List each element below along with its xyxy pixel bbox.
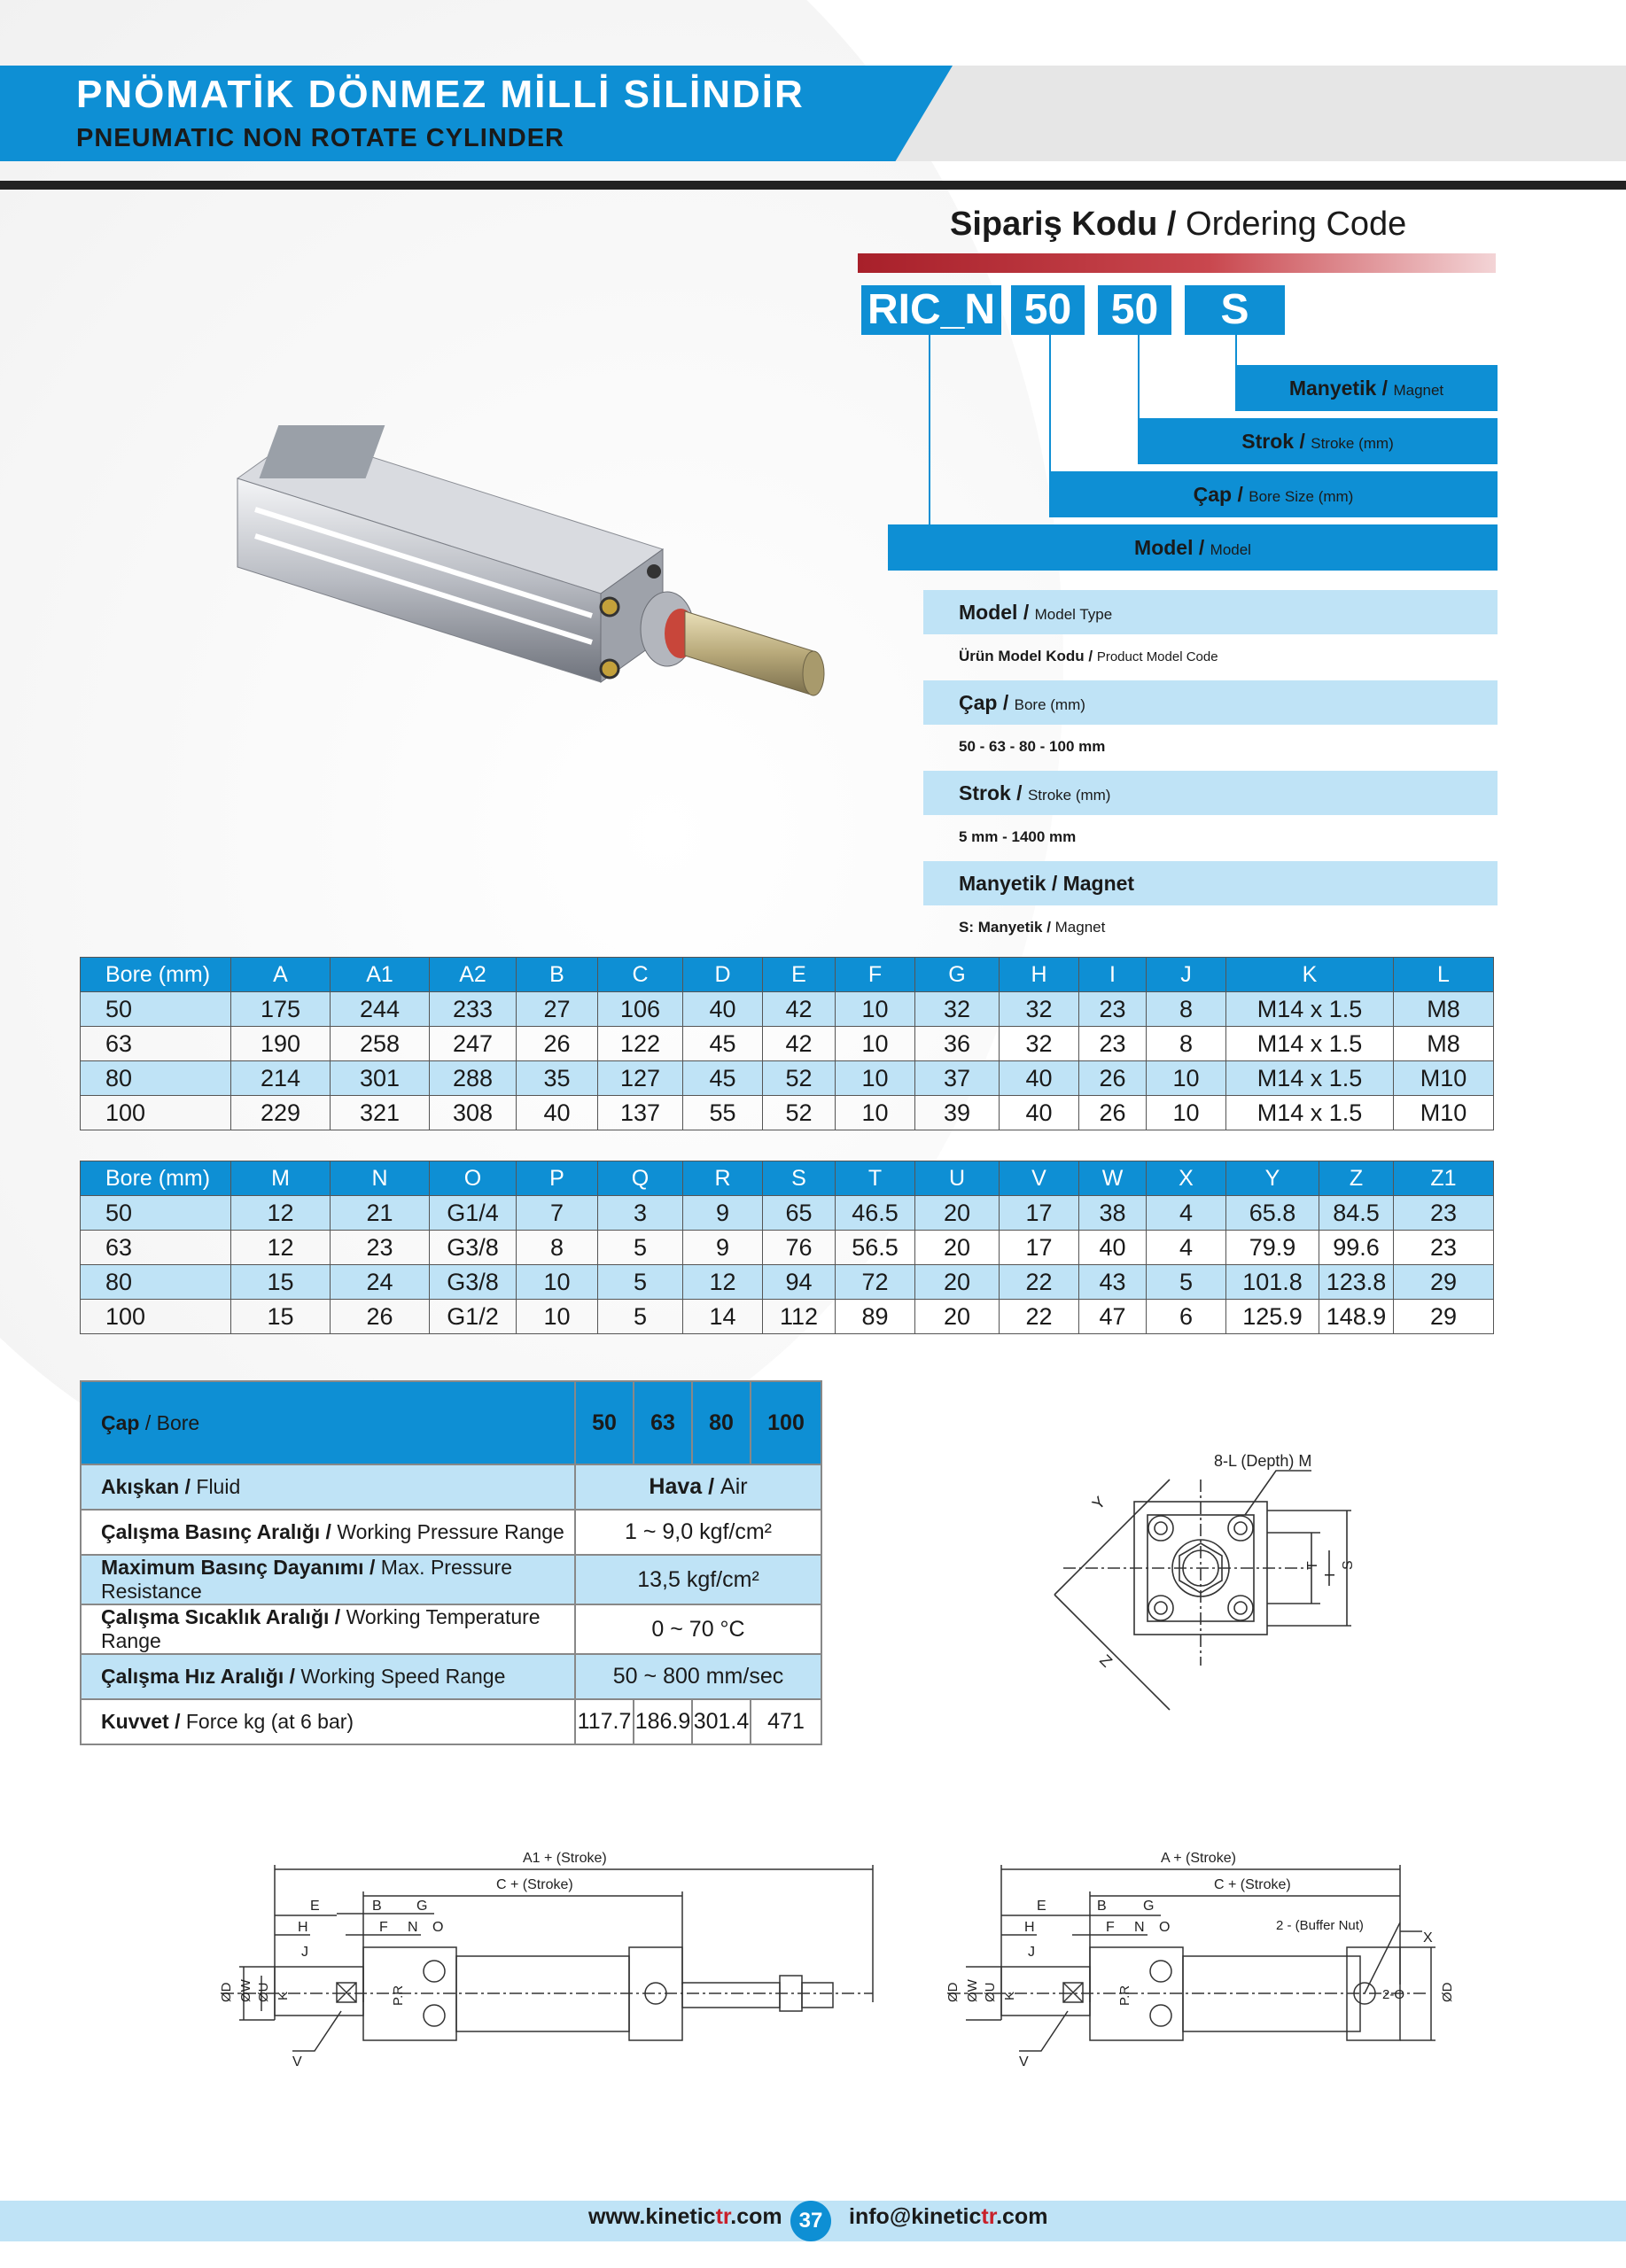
table-cell: 23 (1079, 992, 1147, 1027)
table-row (81, 1231, 1494, 1265)
table-cell: 56.5 (836, 1231, 915, 1265)
table-cell: 36 (915, 1027, 1000, 1061)
table-cell: M14 x 1.5 (1226, 1061, 1394, 1096)
table-cell: 26 (517, 1027, 598, 1061)
front-label-s: S (1341, 1560, 1356, 1570)
table-cell: 42 (763, 1027, 836, 1061)
level-magnet: Manyetik / Magnet (1235, 365, 1498, 411)
table-cell: M10 (1394, 1096, 1494, 1130)
table-header-cell: B (517, 958, 598, 992)
side1-label-g: G (416, 1899, 428, 1914)
table-cell: 45 (683, 1027, 763, 1061)
table-cell: 21 (331, 1196, 430, 1231)
side2-label-od: ØD (945, 1982, 961, 2002)
spec-stroke: Strok / Stroke (mm) 5 mm - 1400 mm (923, 771, 1498, 859)
side-view-drawing-1 (204, 1843, 886, 2091)
table-cell: 229 (231, 1096, 331, 1130)
table-cell: M14 x 1.5 (1226, 992, 1394, 1027)
table-cell: 32 (1000, 1027, 1079, 1061)
table-cell: 5 (1147, 1265, 1226, 1300)
table-cell: 247 (430, 1027, 517, 1061)
table-cell: 29 (1394, 1265, 1494, 1300)
side1-label-ow: ØW (238, 1979, 253, 2002)
table-cell: 14 (683, 1300, 763, 1334)
table-header-cell: T (836, 1161, 915, 1196)
table-cell: M14 x 1.5 (1226, 1096, 1394, 1130)
side2-label-f: F (1106, 1920, 1115, 1935)
side2-label-g: G (1143, 1899, 1155, 1914)
table-cell: 52 (763, 1096, 836, 1130)
side2-label-c: C + (Stroke) (1214, 1877, 1291, 1892)
table-cell: 10 (836, 1061, 915, 1096)
table-cell: 22 (1000, 1265, 1079, 1300)
table-cell: 12 (231, 1196, 331, 1231)
table-cell: 80 (81, 1265, 231, 1300)
table-cell: 17 (1000, 1196, 1079, 1231)
table-cell: 40 (1000, 1096, 1079, 1130)
table-cell: 20 (915, 1231, 1000, 1265)
spec-row-temperature: Çalışma Sıcaklık Aralığı / Working Temperature Range 0 ~ 70 °C (81, 1604, 821, 1654)
table-cell: 43 (1079, 1265, 1147, 1300)
side2-label-x: X (1423, 1930, 1433, 1946)
table-cell: 5 (598, 1300, 683, 1334)
side1-label-h: H (298, 1920, 308, 1935)
table-cell: 65 (763, 1196, 836, 1231)
table-cell: 5 (598, 1265, 683, 1300)
spec-row-pressure: Çalışma Basınç Aralığı / Working Pressure Range 1 ~ 9,0 kgf/cm² (81, 1510, 821, 1555)
table-cell: 8 (517, 1231, 598, 1265)
table-cell: 9 (683, 1231, 763, 1265)
table-cell: 79.9 (1226, 1231, 1319, 1265)
table-cell: 9 (683, 1196, 763, 1231)
table-cell: 23 (1394, 1231, 1494, 1265)
footer-email[interactable]: info@kinetictr.com (849, 2204, 1048, 2229)
table-cell: 20 (915, 1300, 1000, 1334)
level-bore: Çap / Bore Size (mm) (1049, 471, 1498, 517)
table-cell: 10 (836, 1027, 915, 1061)
table-cell: 52 (763, 1061, 836, 1096)
table-header-cell: Z (1319, 1161, 1394, 1196)
code-model: RIC_N (861, 285, 1001, 335)
table-row (81, 1196, 1494, 1231)
cylinder-product-image (202, 416, 840, 753)
table-cell: M10 (1394, 1061, 1494, 1096)
table-cell: 46.5 (836, 1196, 915, 1231)
front-label-t: T (1305, 1561, 1320, 1570)
table-cell: 99.6 (1319, 1231, 1394, 1265)
side1-label-n: N (408, 1920, 418, 1935)
table-cell: M8 (1394, 1027, 1494, 1061)
table-cell: 175 (231, 992, 331, 1027)
table-row (81, 1265, 1494, 1300)
table-header-cell: F (836, 958, 915, 992)
side2-label-buffer-nut: 2 - (Buffer Nut) (1276, 1918, 1364, 1933)
front-label-z: Z (1096, 1651, 1116, 1671)
table-cell: 148.9 (1319, 1300, 1394, 1334)
front-label-y: Y (1088, 1493, 1109, 1513)
side1-label-j: J (301, 1945, 308, 1960)
table-cell: 288 (430, 1061, 517, 1096)
side2-label-h: H (1024, 1920, 1035, 1935)
table-cell: 29 (1394, 1300, 1494, 1334)
table-row (81, 1300, 1494, 1334)
table-cell: G3/8 (430, 1231, 517, 1265)
table-header-cell: K (1226, 958, 1394, 992)
table-cell: 100 (81, 1096, 231, 1130)
connector-model (929, 335, 930, 551)
table-cell: 23 (331, 1231, 430, 1265)
table-cell: 12 (231, 1231, 331, 1265)
side1-label-e: E (310, 1899, 320, 1914)
table-header-cell: Z1 (1394, 1161, 1494, 1196)
table-row (81, 1027, 1494, 1061)
table-cell: 106 (598, 992, 683, 1027)
table-cell: 125.9 (1226, 1300, 1319, 1334)
table-cell: 17 (1000, 1231, 1079, 1265)
table-cell: 321 (331, 1096, 430, 1130)
table-cell: 301 (331, 1061, 430, 1096)
table-cell: 10 (836, 1096, 915, 1130)
table-cell: 6 (1147, 1300, 1226, 1334)
spec-row-max-pressure: Maximum Basınç Dayanımı / Max. Pressure Resistance 13,5 kgf/cm² (81, 1555, 821, 1604)
footer-website[interactable]: www.kinetictr.com (588, 2204, 782, 2229)
table-cell: 40 (683, 992, 763, 1027)
table-cell: 38 (1079, 1196, 1147, 1231)
table-cell: 112 (763, 1300, 836, 1334)
table-cell: 47 (1079, 1300, 1147, 1334)
table-cell: 233 (430, 992, 517, 1027)
code-bore: 50 (1011, 285, 1085, 335)
spec-magnet: Manyetik / Magnet S: Manyetik / Magnet (923, 861, 1498, 950)
dimension-table-2 (80, 1161, 1494, 1334)
table-cell: 72 (836, 1265, 915, 1300)
page-title: PNÖMATİK DÖNMEZ MİLLİ SİLİNDİR (76, 73, 805, 116)
side2-label-b: B (1097, 1899, 1107, 1914)
table-cell: 37 (915, 1061, 1000, 1096)
table-header-cell: Bore (mm) (81, 958, 231, 992)
table-cell: G1/2 (430, 1300, 517, 1334)
table-row (81, 1096, 1494, 1130)
table-header-cell: D (683, 958, 763, 992)
table-cell: 94 (763, 1265, 836, 1300)
table-cell: 4 (1147, 1231, 1226, 1265)
table-cell: 3 (598, 1196, 683, 1231)
side1-label-f: F (379, 1920, 388, 1935)
table-cell: 7 (517, 1196, 598, 1231)
table-cell: G1/4 (430, 1196, 517, 1231)
table-cell: M8 (1394, 992, 1494, 1027)
table-cell: 10 (517, 1265, 598, 1300)
table-header-cell: M (231, 1161, 331, 1196)
table-cell: 4 (1147, 1196, 1226, 1231)
table-cell: 23 (1079, 1027, 1147, 1061)
performance-spec-table (80, 1380, 822, 1745)
table-row (81, 992, 1494, 1027)
table-cell: 12 (683, 1265, 763, 1300)
side1-label-v: V (292, 2054, 302, 2070)
side1-label-a1: A1 + (Stroke) (523, 1851, 607, 1866)
side1-label-o: O (432, 1920, 444, 1935)
side2-label-e: E (1037, 1899, 1046, 1914)
spec-head-bore: 80 (692, 1381, 751, 1464)
spec-model: Model / Model Type Ürün Model Kodu / Product Model Code (923, 590, 1498, 679)
side2-label-ow: ØW (965, 1979, 980, 2002)
table-cell: 22 (1000, 1300, 1079, 1334)
spec-head-bore: 100 (751, 1381, 821, 1464)
table-cell: 26 (1079, 1061, 1147, 1096)
spec-row-force: Kuvvet / Force kg (at 6 bar) 117.7 186.9 301.4 471 (81, 1699, 821, 1744)
table-cell: 214 (231, 1061, 331, 1096)
side1-label-c: C + (Stroke) (496, 1877, 573, 1892)
table-row (81, 1061, 1494, 1096)
table-cell: 26 (1079, 1096, 1147, 1130)
page-number: 37 (790, 2201, 831, 2241)
table-header-cell: A (231, 958, 331, 992)
table-cell: 35 (517, 1061, 598, 1096)
table-cell: 50 (81, 1196, 231, 1231)
table-cell: 258 (331, 1027, 430, 1061)
side1-label-ou: ØU (256, 1982, 271, 2002)
table-cell: 10 (517, 1300, 598, 1334)
table-cell: 100 (81, 1300, 231, 1334)
table-cell: 50 (81, 992, 231, 1027)
table-header-cell: Q (598, 1161, 683, 1196)
table-cell: 80 (81, 1061, 231, 1096)
table-header-cell: J (1147, 958, 1226, 992)
table-cell: 101.8 (1226, 1265, 1319, 1300)
table-cell: 10 (1147, 1096, 1226, 1130)
table-header-cell: C (598, 958, 683, 992)
side2-label-od-right: ØD (1440, 1982, 1455, 2002)
table-cell: 26 (331, 1300, 430, 1334)
side2-label-2o: 2-O (1382, 1987, 1405, 2002)
side2-label-a: A + (Stroke) (1161, 1851, 1236, 1866)
table-header-cell: E (763, 958, 836, 992)
table-header-cell: O (430, 1161, 517, 1196)
side2-label-n: N (1134, 1920, 1145, 1935)
code-magnet: S (1185, 285, 1285, 335)
spec-row-speed: Çalışma Hız Aralığı / Working Speed Range 50 ~ 800 mm/sec (81, 1654, 821, 1699)
table-header-cell: H (1000, 958, 1079, 992)
table-cell: 84.5 (1319, 1196, 1394, 1231)
table-cell: 190 (231, 1027, 331, 1061)
table-cell: 40 (1079, 1231, 1147, 1265)
table-cell: 63 (81, 1027, 231, 1061)
table-cell: 23 (1394, 1196, 1494, 1231)
table-header-cell: X (1147, 1161, 1226, 1196)
ordering-code-title: Sipariş Kodu / Ordering Code (950, 206, 1407, 243)
front-label-depth: 8-L (Depth) M (1214, 1452, 1312, 1470)
side1-label-k: K (276, 1991, 291, 2000)
table-header-cell: Y (1226, 1161, 1319, 1196)
table-header-cell: L (1394, 958, 1494, 992)
table-cell: 5 (598, 1231, 683, 1265)
table-cell: 42 (763, 992, 836, 1027)
side1-label-pr: P.R (391, 1984, 406, 2006)
table-header-cell: A2 (430, 958, 517, 992)
table-cell: 8 (1147, 1027, 1226, 1061)
front-label-i: I (1323, 1573, 1338, 1577)
table-cell: 24 (331, 1265, 430, 1300)
side2-label-ou: ØU (983, 1982, 998, 2002)
spec-head-bore: 63 (634, 1381, 692, 1464)
table-header-cell: G (915, 958, 1000, 992)
table-cell: G3/8 (430, 1265, 517, 1300)
table-cell: 89 (836, 1300, 915, 1334)
side2-label-pr: P.R (1117, 1984, 1132, 2006)
table-cell: 137 (598, 1096, 683, 1130)
table-header-cell: A1 (331, 958, 430, 992)
table-header-cell: R (683, 1161, 763, 1196)
table-cell: 76 (763, 1231, 836, 1265)
spec-row-fluid: Akışkan / Fluid Hava / Air (81, 1464, 821, 1510)
table-header-cell: P (517, 1161, 598, 1196)
level-stroke: Strok / Stroke (mm) (1138, 418, 1498, 464)
table-cell: 122 (598, 1027, 683, 1061)
table-header-cell: Bore (mm) (81, 1161, 231, 1196)
table-header-cell: W (1079, 1161, 1147, 1196)
table-cell: 10 (836, 992, 915, 1027)
table-header-cell: S (763, 1161, 836, 1196)
table-cell: 15 (231, 1265, 331, 1300)
table-header-cell: U (915, 1161, 1000, 1196)
level-model: Model / Model (888, 524, 1498, 571)
side1-label-od: ØD (219, 1982, 234, 2002)
page-subtitle: PNEUMATIC NON ROTATE CYLINDER (76, 124, 564, 152)
table-cell: 39 (915, 1096, 1000, 1130)
table-cell: 55 (683, 1096, 763, 1130)
table-header-cell: V (1000, 1161, 1079, 1196)
table-cell: 40 (517, 1096, 598, 1130)
header-divider (0, 181, 1626, 190)
side-view-drawing-2 (904, 1843, 1471, 2091)
table-header-cell: N (331, 1161, 430, 1196)
table-cell: 8 (1147, 992, 1226, 1027)
table-cell: M14 x 1.5 (1226, 1027, 1394, 1061)
table-cell: 15 (231, 1300, 331, 1334)
side2-label-v: V (1019, 2054, 1029, 2070)
side2-label-j: J (1028, 1945, 1035, 1960)
spec-head-label: Çap / Bore (81, 1381, 575, 1464)
table-cell: 20 (915, 1196, 1000, 1231)
side2-label-o: O (1159, 1920, 1171, 1935)
table-cell: 20 (915, 1265, 1000, 1300)
table-cell: 10 (1147, 1061, 1226, 1096)
table-cell: 63 (81, 1231, 231, 1265)
table-cell: 32 (915, 992, 1000, 1027)
table-cell: 27 (517, 992, 598, 1027)
table-cell: 32 (1000, 992, 1079, 1027)
dimension-table-1 (80, 957, 1494, 1130)
spec-bore: Çap / Bore (mm) 50 - 63 - 80 - 100 mm (923, 680, 1498, 769)
table-cell: 40 (1000, 1061, 1079, 1096)
side2-label-k: K (1002, 1991, 1017, 2000)
table-header-cell: I (1079, 958, 1147, 992)
table-cell: 65.8 (1226, 1196, 1319, 1231)
ordering-code-bar (858, 253, 1496, 273)
table-cell: 45 (683, 1061, 763, 1096)
code-stroke: 50 (1098, 285, 1171, 335)
table-cell: 308 (430, 1096, 517, 1130)
spec-head-bore: 50 (575, 1381, 634, 1464)
front-view-drawing (1046, 1444, 1391, 1745)
table-cell: 244 (331, 992, 430, 1027)
table-cell: 123.8 (1319, 1265, 1394, 1300)
table-cell: 127 (598, 1061, 683, 1096)
side1-label-b: B (372, 1899, 382, 1914)
